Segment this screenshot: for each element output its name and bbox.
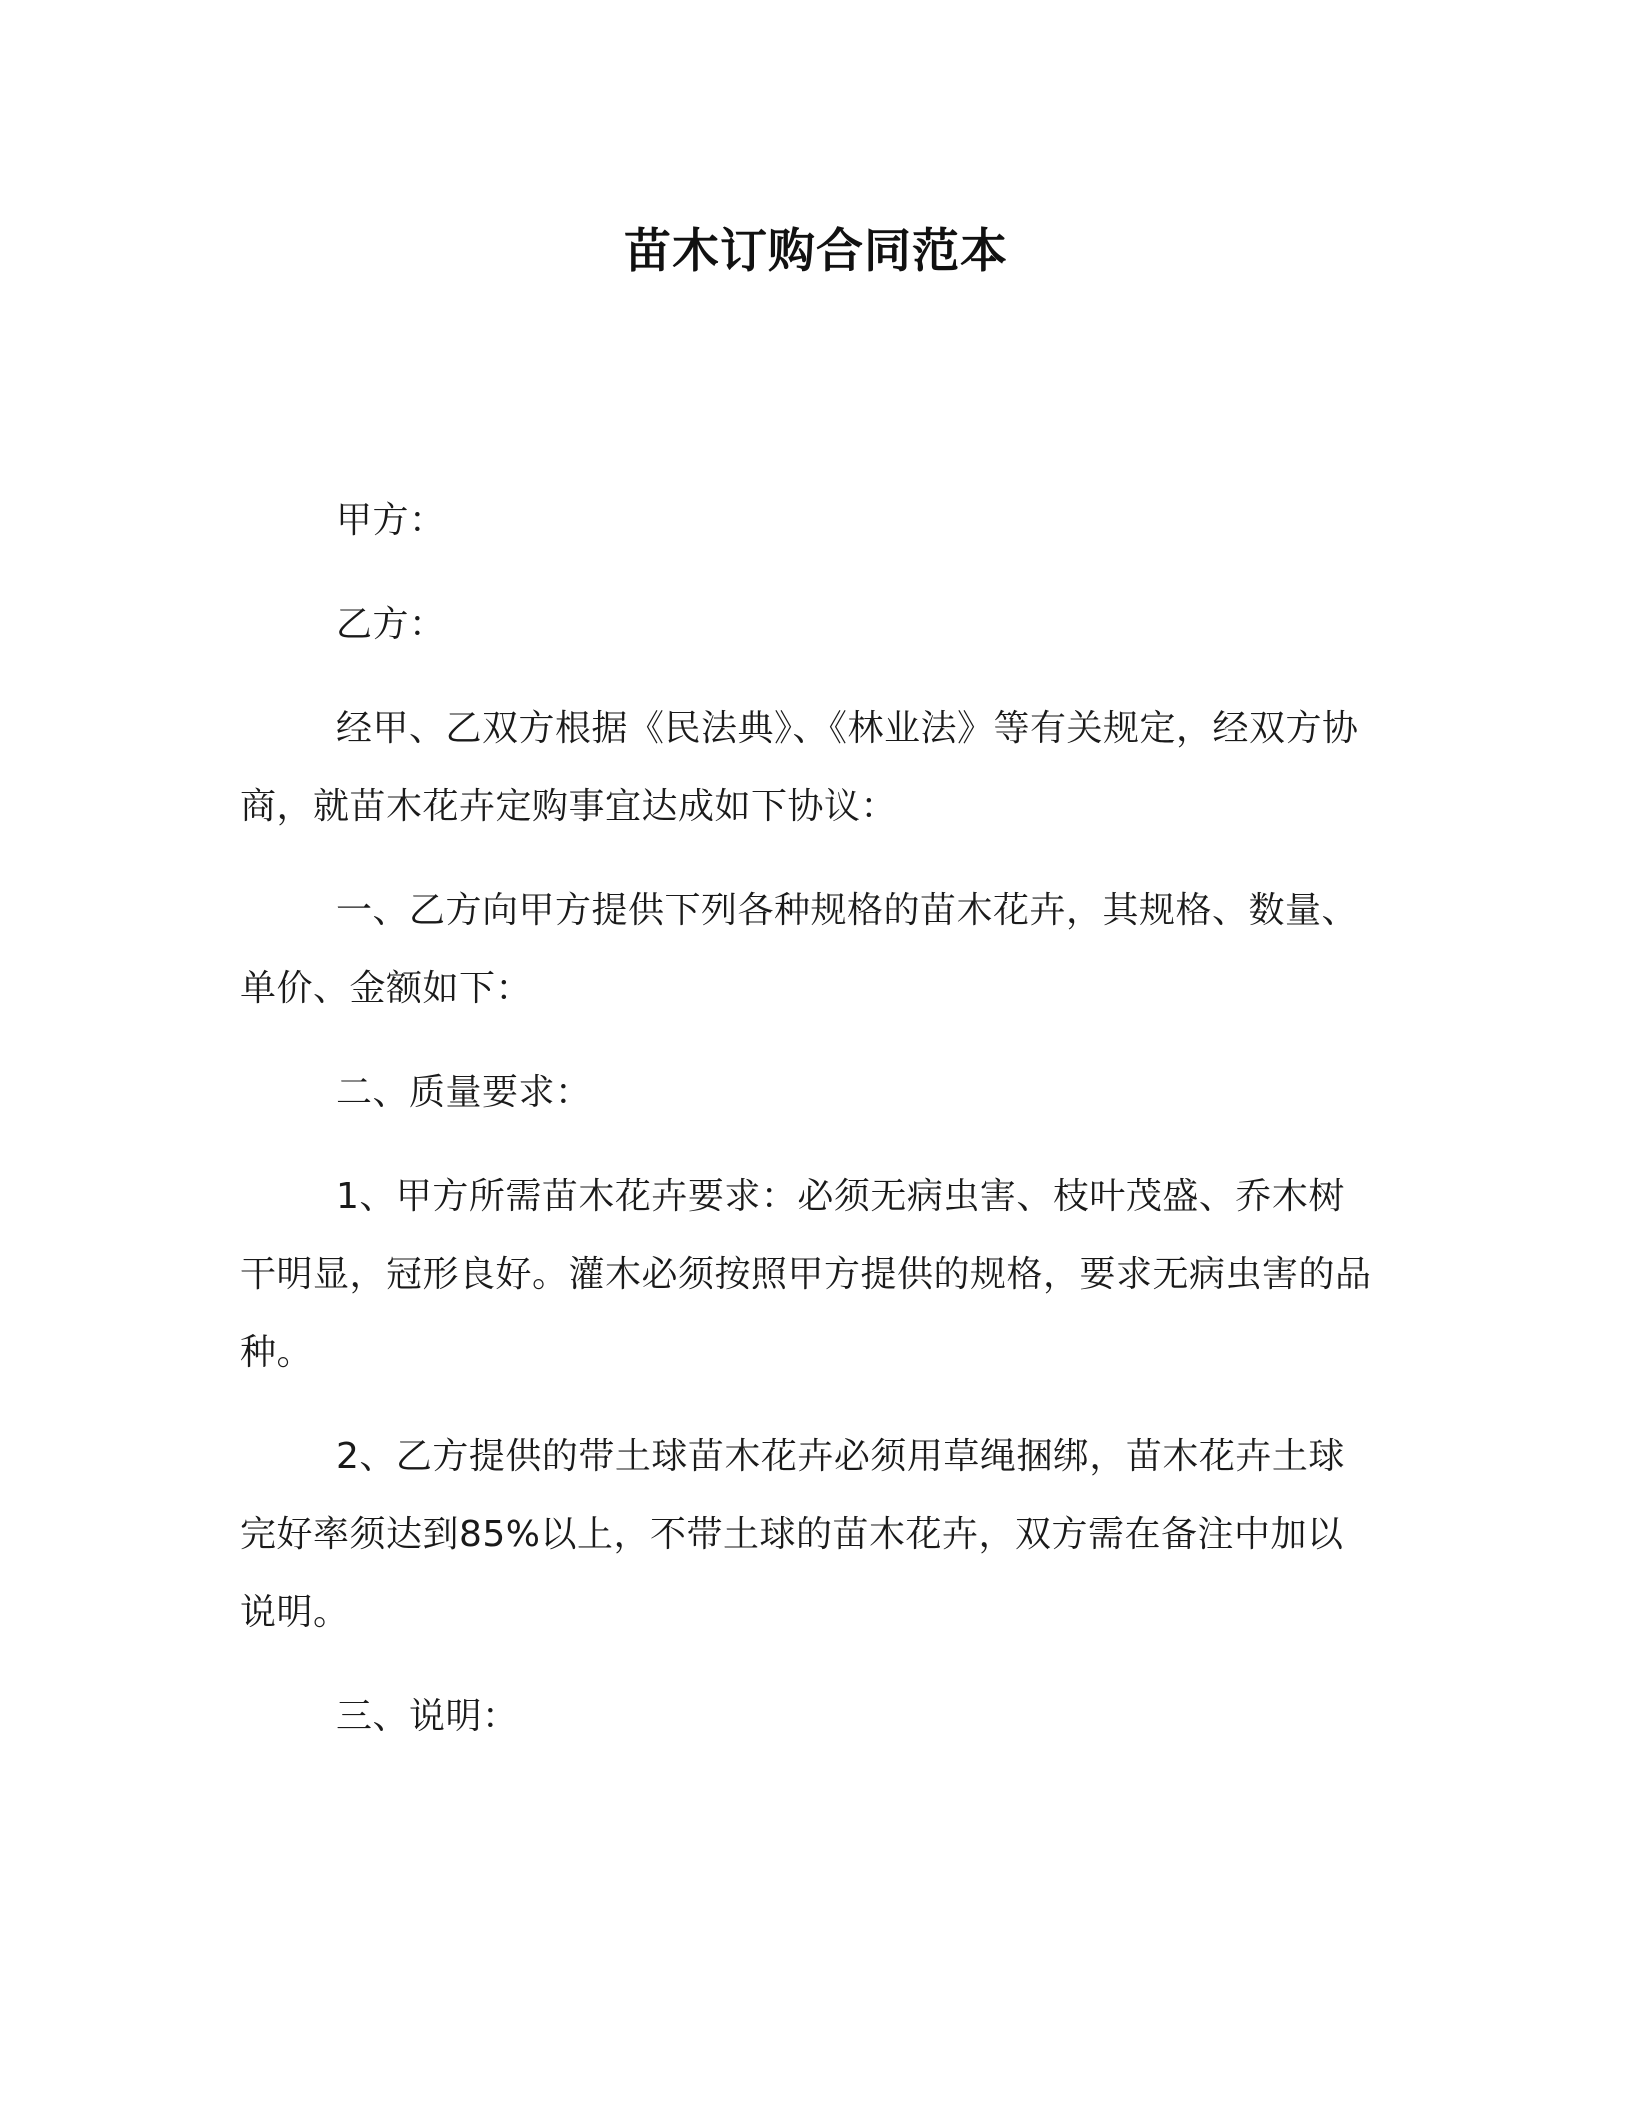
section-3-heading: 三、说明： — [336, 1696, 519, 1737]
quality-item-2: 2、乙方提供的带土球苗木花卉必须用草绳捆绑，苗木花卉土球完好率须达到85%以上，不带土球的苗木花卉，双方需在备注中加以说明。 — [240, 1436, 1345, 1633]
document-title: 苗木订购合同范本 — [624, 224, 1008, 279]
quality-item-1: 1、甲方所需苗木花卉要求：必须无病虫害、枝叶茂盛、乔木树干明显，冠形良好。灌木必须按照甲方提供的规格，要求无病虫害的品种。 — [240, 1176, 1372, 1373]
party-b-label: 乙方： — [336, 604, 446, 645]
intro-paragraph: 经甲、乙双方根据《民法典》、《林业法》等有关规定，经双方协商，就苗木花卉定购事宜达成如下协议： — [240, 708, 1359, 827]
section-2-heading: 二、质量要求： — [336, 1072, 592, 1113]
party-a-label: 甲方： — [336, 500, 446, 541]
section-1-paragraph: 一、乙方向甲方提供下列各种规格的苗木花卉，其规格、数量、单价、金额如下： — [240, 890, 1359, 1009]
